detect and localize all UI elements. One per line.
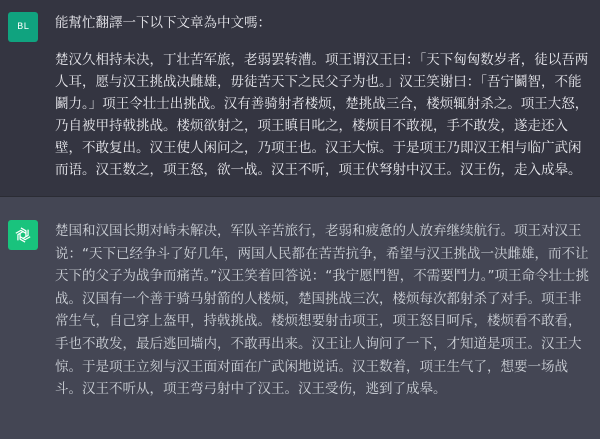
user-prompt-text: 能幫忙翻譯一下以下文章為中文嗎： bbox=[55, 15, 271, 31]
assistant-message-body bbox=[55, 220, 593, 401]
user-avatar bbox=[8, 12, 38, 42]
user-message-body bbox=[55, 12, 593, 181]
openai-logo-icon bbox=[13, 225, 33, 245]
user-source-text: 楚汉久相持未决，丁壮苦军旅，老弱罢转漕。项王谓汉王曰：「天下匈匈数岁者，徒以吾两人耳，愿与汉王挑战决雌雄，毋徒苦天下之民父子为也。」汉王笑谢曰：「吾宁鬬智，不能鬬力。」项王令壮士出挑战。汉有善骑射者楼烦，楚挑战三合，楼烦辄射杀之。项王大怒，乃自被甲持戟挑战。楼烦欲射之，项王瞋目叱之，楼烦目不敢视，手不敢发，遂走还入壁，不敢复出。汉王使人闲问之，乃项王也。汉王大惊。于是项王乃即汉王相与临广武闲而语。汉王数之，项王怒，欲一战。汉王不听，项王伏弩射中汉王。汉王伤，走入成皋。 bbox=[55, 52, 589, 178]
user-message bbox=[0, 0, 600, 197]
assistant-avatar bbox=[8, 220, 38, 250]
user-avatar-initials: BL bbox=[17, 22, 29, 32]
assistant-message bbox=[0, 197, 600, 439]
assistant-response-text: 楚国和汉国长期对峙未解决，军队辛苦旅行，老弱和疲惫的人放弃继续航行。项王对汉王说：“天下已经争斗了好几年，两国人民都在苦苦抗争，希望与汉王挑战一决雌雄，而不让天下的父子为战争而痛苦。”汉王笑着回答说：“我宁愿鬥智，不需要鬥力。”项王命令壮士挑战。汉国有一个善于骑马射箭的人楼烦，楚国挑战三次，楼烦每次都射杀了对手。项王非常生气，自己穿上盔甲，持戟挑战。楼烦想要射击项王，项王怒目呵斥，楼烦看不敢看，手也不敢发，最后逃回墙内，不敢再出来。汉王让人询问了一下，才知道是项王。汉王大惊。于是项王立刻与汉王面对面在广武闲地说话。汉王数着，项王生气了，想要一场战斗。汉王不听从，项王弯弓射中了汉王。汉王受伤，逃到了成皋。 bbox=[55, 223, 589, 398]
